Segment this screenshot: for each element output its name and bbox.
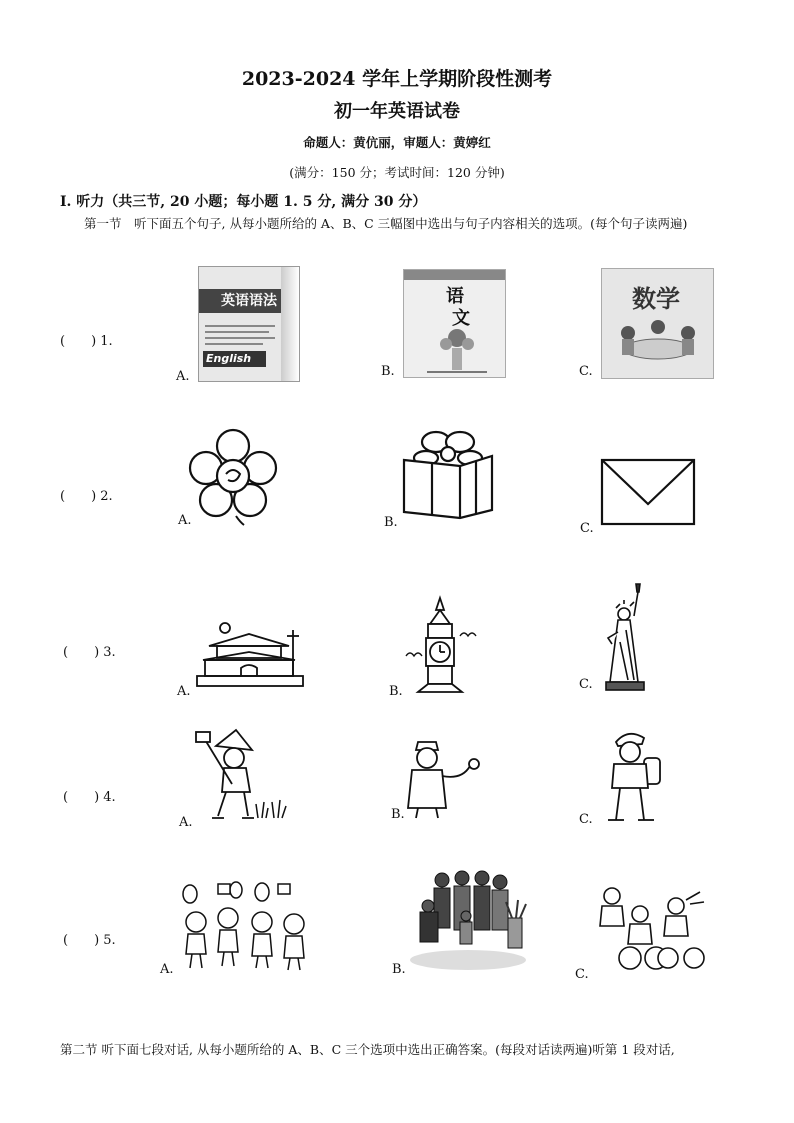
statue-of-liberty-icon (598, 582, 658, 692)
option-5c: C. (575, 967, 589, 982)
tiananmen-icon (195, 620, 305, 692)
exam-subtitle: 初一年英语试卷 (334, 101, 460, 122)
exam-authors: 命题人：黄伉丽，审题人：黄婷红 (303, 135, 491, 150)
chinese-book-title-1: 语 (446, 286, 464, 307)
option-4c: C. (579, 812, 593, 827)
chinese-book-image (403, 269, 506, 378)
student-icon (604, 728, 664, 824)
option-2c: C. (580, 521, 594, 536)
farmer-icon (192, 728, 292, 822)
flower-icon (188, 428, 278, 526)
question-label-3: ( ) 3. (63, 645, 116, 660)
big-ben-icon (404, 596, 476, 696)
children-balloons-icon (178, 882, 312, 972)
option-4b: B. (391, 807, 405, 822)
section-instruction: 第一节 听下面五个句子, 从每小题所给的 A、B、C 三幅图中选出与句子内容相关的选项。(每个句子读两遍) (84, 216, 688, 231)
option-1c: C. (579, 364, 593, 379)
doctor-icon (404, 736, 484, 820)
gift-box-icon (400, 428, 496, 520)
grammar-book-title: 英语语法 (199, 289, 299, 313)
section2-instruction: 第二节 听下面七段对话, 从每小题所给的 A、B、C 三个选项中选出正确答案。(每段对话读两遍)听第 1 段对话, (60, 1042, 675, 1057)
question-label-5: ( ) 5. (63, 933, 116, 948)
option-3b: B. (389, 684, 403, 699)
question-label-2: ( ) 2. (60, 489, 113, 504)
exam-title: 2023-2024 学年上学期阶段性测考 (241, 68, 553, 90)
family-photo-icon (408, 866, 528, 972)
seniors-cycling-icon (590, 884, 710, 972)
option-1a: A. (176, 369, 190, 384)
option-5a: A. (160, 962, 174, 977)
grammar-book-image (198, 266, 300, 382)
chinese-book-title-2: 文 (452, 308, 470, 329)
section-heading: Ⅰ. 听力（共三节, 20 小题；每小题 1. 5 分, 满分 30 分） (60, 194, 427, 210)
option-3a: A. (177, 684, 191, 699)
envelope-icon (600, 458, 696, 526)
option-3c: C. (579, 677, 593, 692)
math-book-title: 数学 (632, 284, 680, 313)
children-table-icon (610, 319, 705, 369)
question-label-4: ( ) 4. (63, 790, 116, 805)
question-label-1: ( ) 1. (60, 334, 113, 349)
option-2b: B. (384, 515, 398, 530)
option-4a: A. (179, 815, 193, 830)
math-book-image (601, 268, 714, 379)
option-5b: B. (392, 962, 406, 977)
option-1b: B. (381, 364, 395, 379)
option-2a: A. (178, 513, 192, 528)
grammar-book-english: English (203, 351, 266, 367)
exam-info: (满分：150 分；考试时间：120 分钟) (289, 165, 505, 180)
flower-vase-icon (422, 324, 492, 374)
